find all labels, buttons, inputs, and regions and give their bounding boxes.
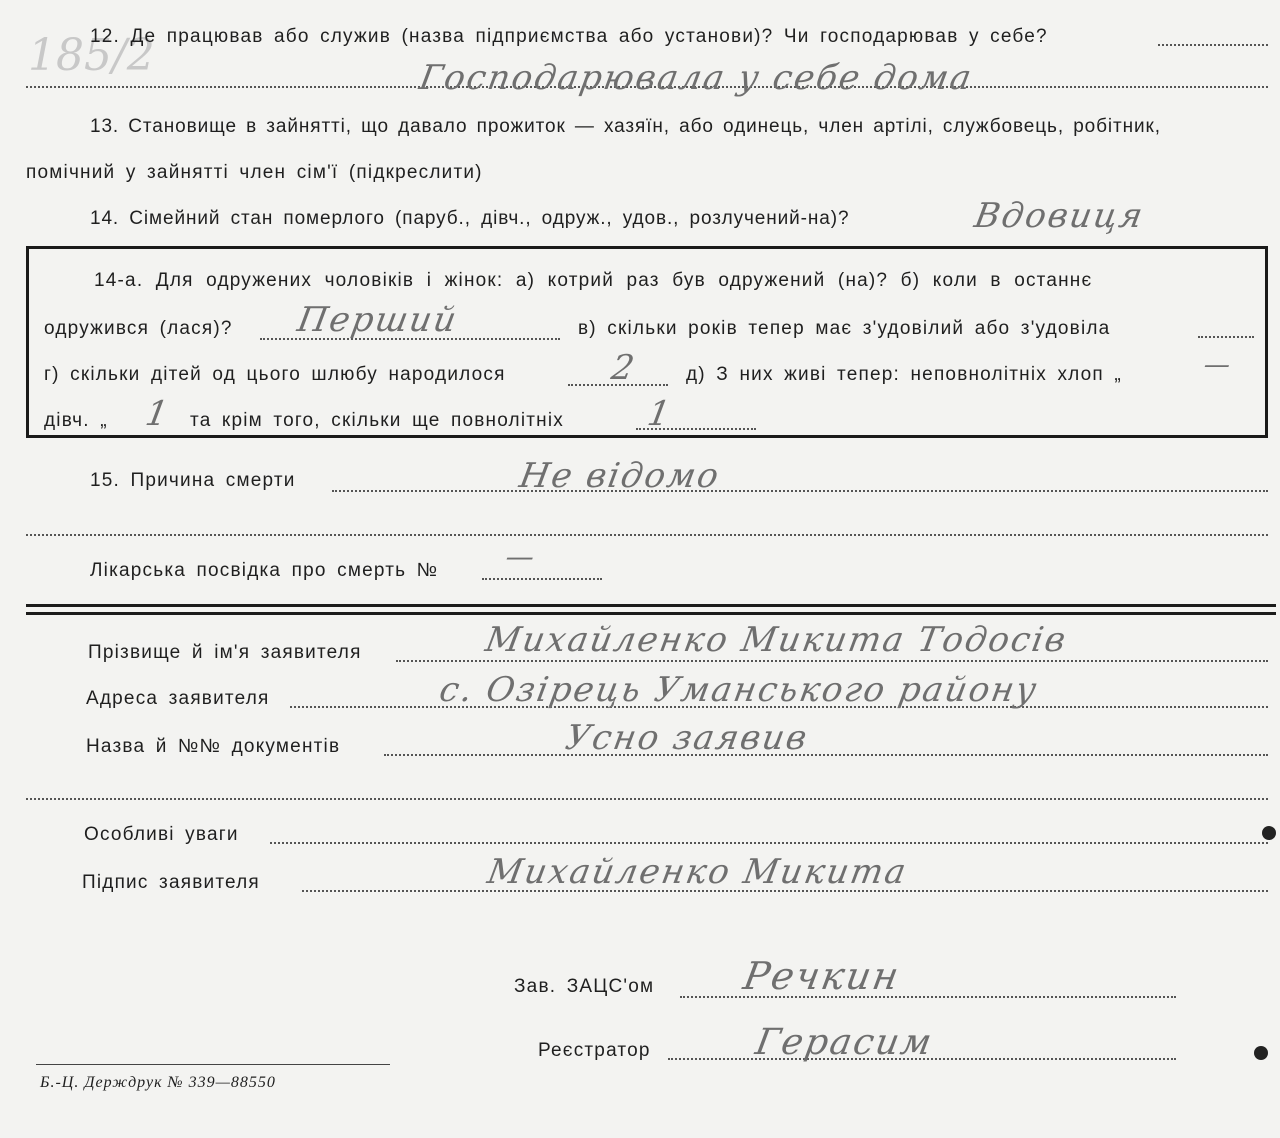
q12-label: 12. Де працював або служив (назва підприємства або установи)? Чи господарював у себе? [90,26,1048,47]
q14a-line1: 14-а. Для одружених чоловіків і жінок: а) котрий раз був одружений (на)? б) коли в останнє [94,270,1093,291]
applicant-name-label: Прізвище й ім'я заявителя [88,642,362,663]
q15-second-line [26,534,1268,536]
q15-answer-line [332,490,1268,492]
medical-line [482,578,602,580]
head-signature: Речкин [740,954,904,998]
applicant-docs-label: Назва й №№ документів [86,736,341,757]
binding-hole-mark [1254,1046,1268,1060]
section-rule-top [26,604,1276,607]
q12-dotted-line [1158,44,1268,46]
registrar-label: Реєстратор [538,1040,651,1061]
section-rule-bottom [26,612,1276,615]
q14a-line4-rest: та крім того, скільки ще повнолітніх [190,410,564,431]
footer-rule [36,1064,390,1065]
q14-label: 14. Сімейний стан померлого (паруб., дівч., одруж., удов., розлучений-на)? [90,208,850,229]
applicant-signature-label: Підпис заявителя [82,872,260,893]
applicant-docs-line [384,754,1268,756]
q14a-line2-dots-end [1198,336,1254,338]
q13-label-line1: 13. Становище в зайнятті, що давало прожиток — хазяїн, або одинець, член артілі, службовець, робітник, [90,116,1161,137]
q12-answer: Господарювала у себе дома [416,58,977,98]
medical-label: Лікарська посвідка про смерть № [90,560,439,581]
q14a-line2-label: одружився (лася)? [44,318,233,339]
q15-answer: Не відомо [516,456,724,496]
applicant-name-answer: Михайленко Микита Тодосів [482,620,1071,660]
applicant-name-line [396,660,1268,662]
applicant-address-label: Адреса заявителя [86,688,270,709]
q14a-line2-rest: в) скільки років тепер має з'удовілий або з'удовіла [578,318,1111,339]
applicant-docs-second-line [26,798,1268,800]
q14a-line2-answer: Перший [294,300,462,340]
binding-hole-mark [1262,826,1276,840]
margin-note: 185/2 [28,30,155,81]
registrar-signature: Герасим [752,1022,937,1063]
q14a-line3-rest: д) З них живі тепер: неповнолітніх хлоп „ [686,364,1122,385]
q14a-line3-answer: 2 [608,348,640,388]
q14a-line3-label: г) скільки дітей од цього шлюбу народилося [44,364,506,385]
applicant-notes-line [270,842,1268,844]
applicant-signature-answer: Михайленко Микита [484,852,911,892]
medical-answer: — [503,540,539,573]
printer-imprint: Б.-Ц. Держдрук № 339—88550 [40,1074,276,1091]
applicant-address-answer: с. Озірець Уманського району [436,670,1042,710]
q13-label-line2: помічний у зайнятті член сім'ї (підкреслити) [26,162,483,183]
q14a-line4-answer2: 1 [644,394,676,434]
q15-label: 15. Причина смерти [90,470,296,491]
q14-answer: Вдовиця [971,196,1148,236]
q14a-line4-label: дівч. „ [44,410,108,431]
q14a-line4-answer: 1 [142,394,174,434]
q14a-line3-answer2: — [1201,350,1235,380]
applicant-docs-answer: Усно заявив [562,718,812,758]
applicant-notes-label: Особливі уваги [84,824,239,845]
head-label: Зав. ЗАЦС'ом [514,976,655,997]
